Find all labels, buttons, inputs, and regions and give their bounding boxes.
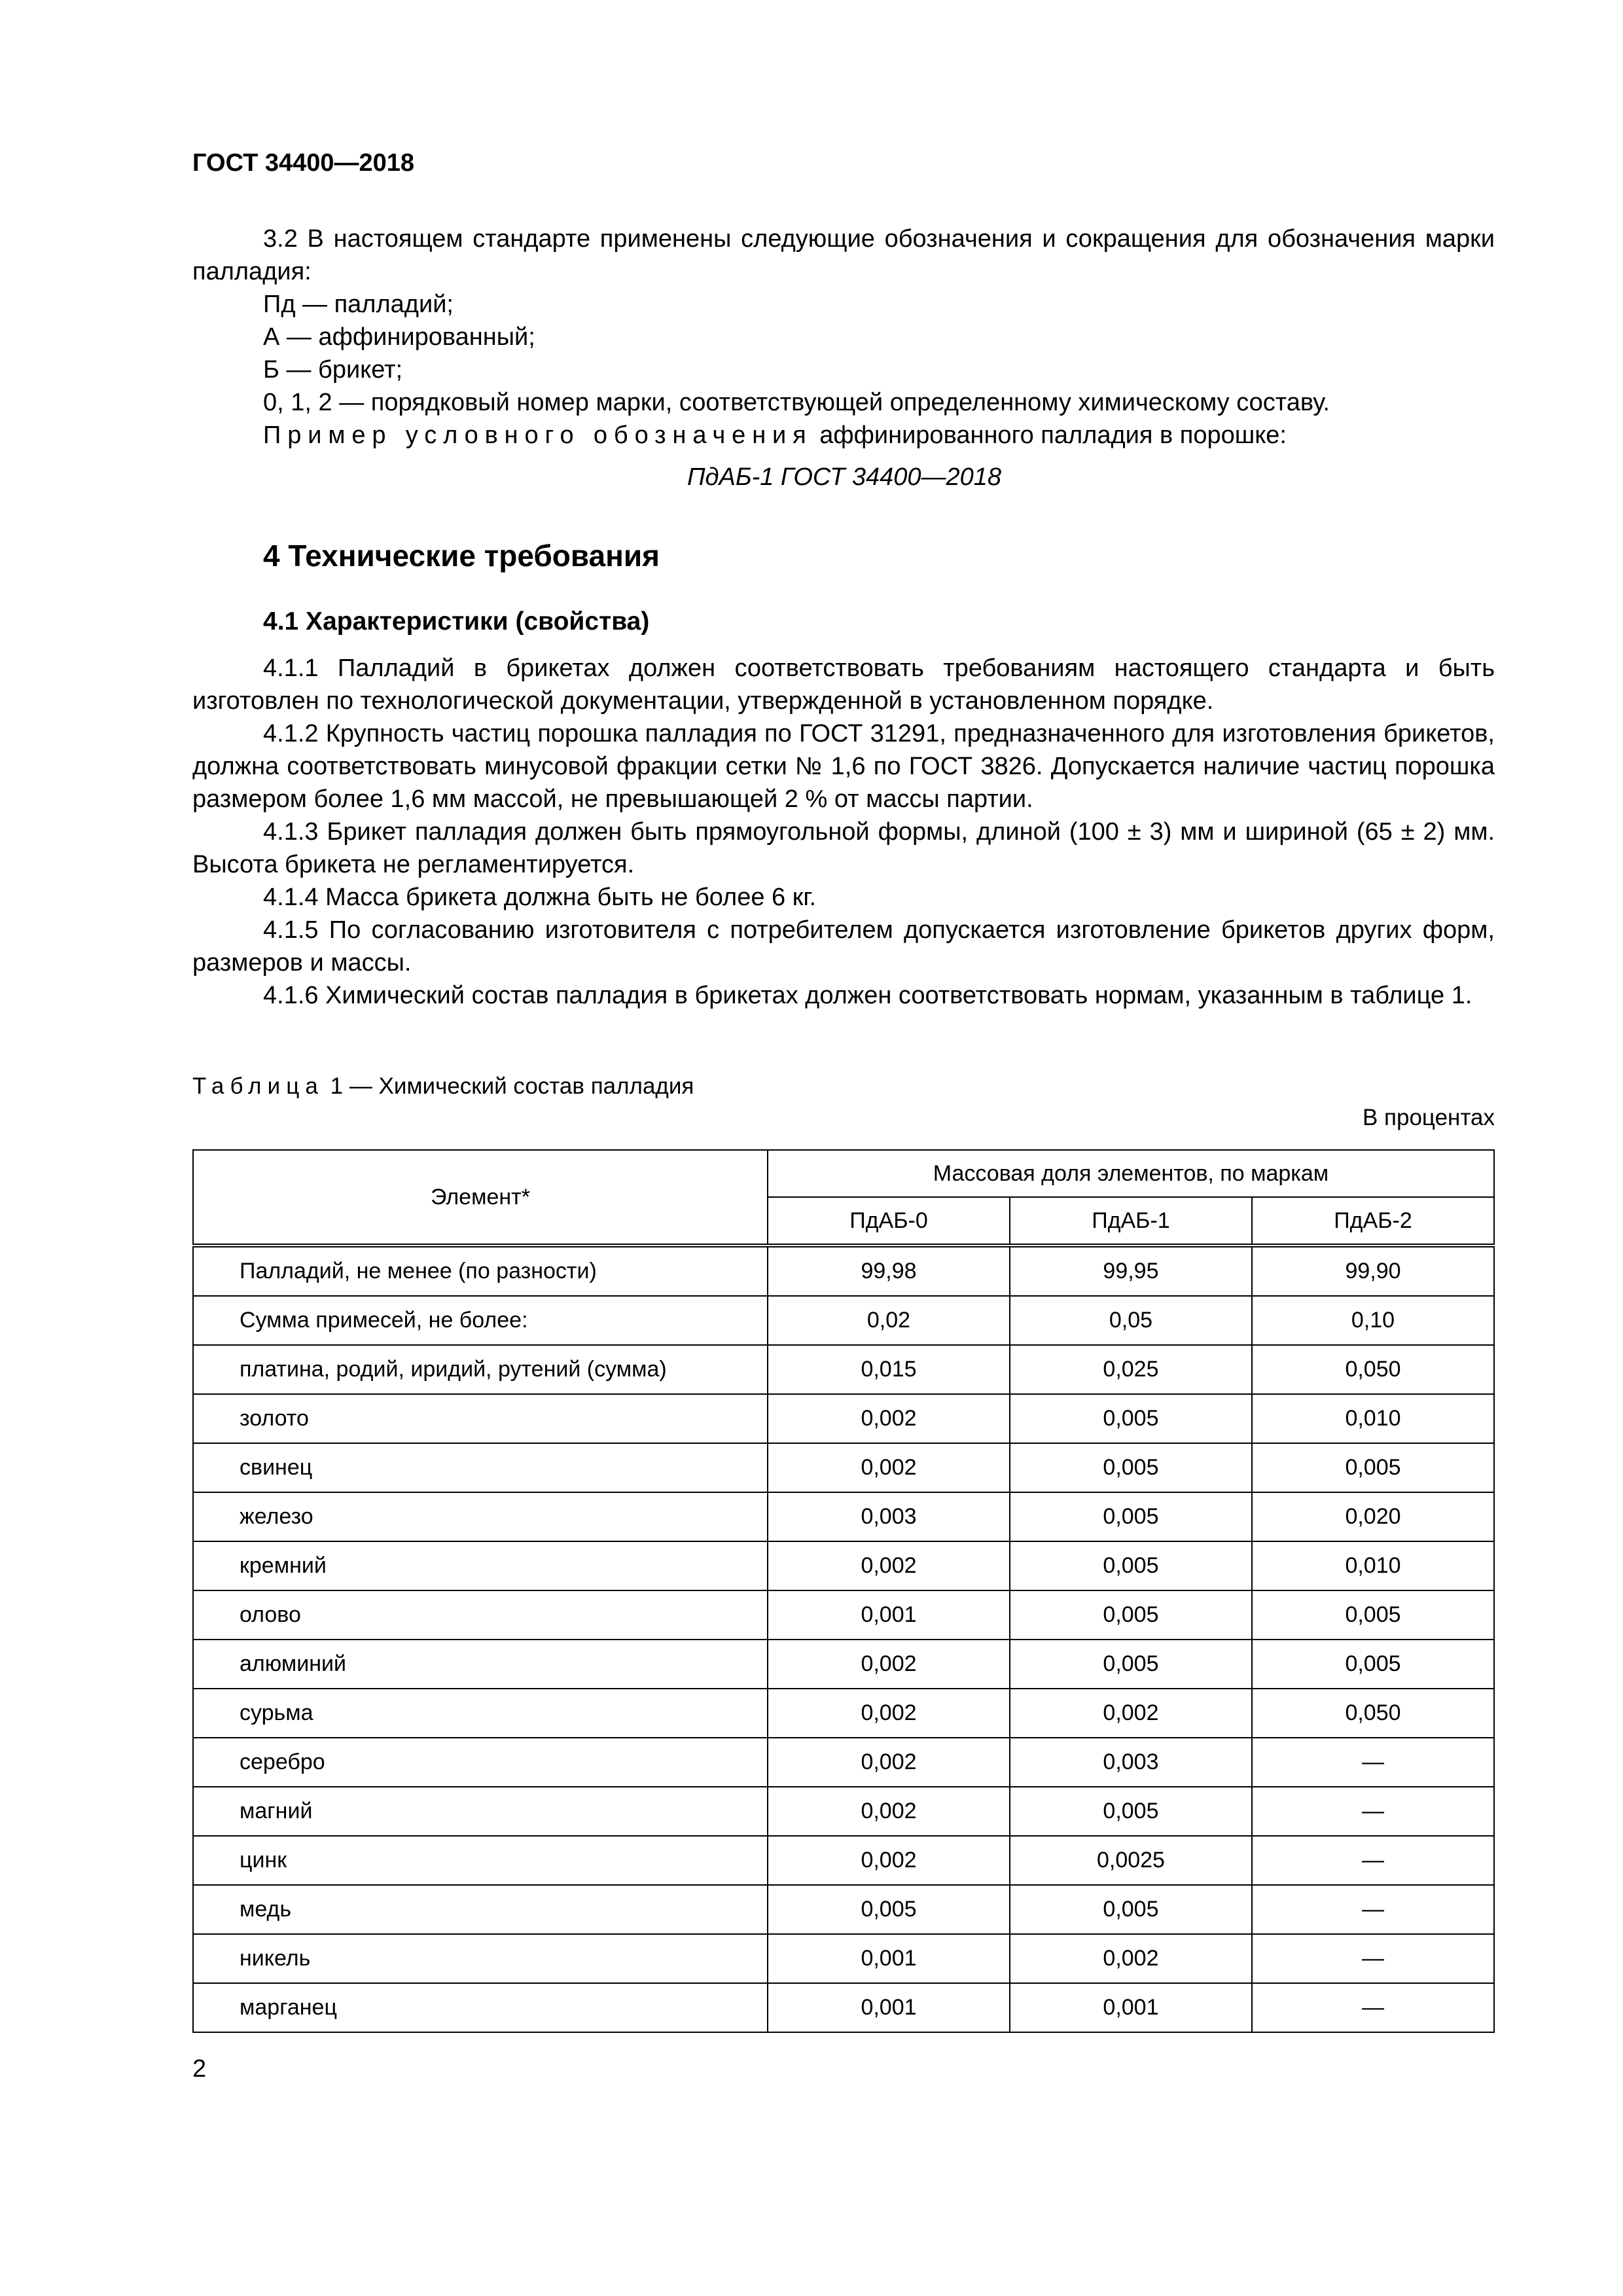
abbrev-item: Пд — палладий; — [263, 291, 454, 318]
value-cell: 0,005 — [1252, 1640, 1494, 1689]
value-cell: — — [1252, 1885, 1494, 1934]
value-cell: 0,002 — [768, 1443, 1010, 1492]
column-header-element: Элемент* — [193, 1150, 768, 1246]
table-caption-label: Таблица — [192, 1073, 324, 1099]
clause-3-2-intro: 3.2 В настоящем стандарте применены следующие обозначения и сокращения для обозначения марки палладия: — [192, 225, 1495, 285]
clause-4-1-2: 4.1.2 Крупность частиц порошка палладия по ГОСТ 31291, предназначенного для изготовления брикетов, должна соответствовать минусовой фракции сетки № 1,6 по ГОСТ 3826. Допускается наличие частиц порошка размером более 1,6 мм массой, не превышающей 2 % от массы партии. — [192, 720, 1495, 813]
document-header: ГОСТ 34400—2018 — [192, 149, 415, 177]
table-row — [193, 1394, 1494, 1443]
value-cell: 0,002 — [768, 1394, 1010, 1443]
value-cell: 0,001 — [768, 1934, 1010, 1983]
value-cell: 0,005 — [1010, 1885, 1252, 1934]
table-unit: В процентах — [1362, 1105, 1495, 1130]
value-cell: 0,010 — [1252, 1394, 1494, 1443]
table-row — [193, 1492, 1494, 1541]
table-row — [193, 1787, 1494, 1836]
value-cell: 0,002 — [768, 1689, 1010, 1738]
clause-4-1-4: 4.1.4 Масса брикета должна быть не более 6 кг. — [263, 884, 817, 911]
table-row — [193, 1590, 1494, 1640]
table-row — [193, 1738, 1494, 1787]
column-header-grade: ПдАБ-2 — [1252, 1197, 1494, 1246]
value-cell: 0,020 — [1252, 1492, 1494, 1541]
value-cell: 0,050 — [1252, 1345, 1494, 1394]
element-name: свинец — [193, 1443, 768, 1492]
value-cell: 0,005 — [1010, 1787, 1252, 1836]
section-4-title: 4 Технические требования — [263, 539, 660, 573]
section-4-1-title: 4.1 Характеристики (свойства) — [263, 607, 650, 636]
element-name: сурьма — [193, 1689, 768, 1738]
value-cell: — — [1252, 1983, 1494, 2032]
value-cell: 99,90 — [1252, 1246, 1494, 1296]
value-cell: 0,050 — [1252, 1689, 1494, 1738]
element-name: никель — [193, 1934, 768, 1983]
value-cell: 0,015 — [768, 1345, 1010, 1394]
table-row — [193, 1541, 1494, 1590]
value-cell: 0,005 — [1010, 1541, 1252, 1590]
value-cell: 0,005 — [1252, 1590, 1494, 1640]
value-cell: 0,005 — [1010, 1590, 1252, 1640]
abbrev-item: Б — брикет; — [263, 356, 403, 384]
element-name: железо — [193, 1492, 768, 1541]
example-designation: ПдАБ-1 ГОСТ 34400—2018 — [687, 463, 1002, 491]
value-cell: 0,10 — [1252, 1296, 1494, 1345]
value-cell: 0,025 — [1010, 1345, 1252, 1394]
value-cell: 0,003 — [1010, 1738, 1252, 1787]
example-line — [263, 419, 1287, 452]
value-cell: 0,001 — [1010, 1983, 1252, 2032]
value-cell: 0,001 — [768, 1983, 1010, 2032]
value-cell: — — [1252, 1934, 1494, 1983]
value-cell: 0,002 — [768, 1787, 1010, 1836]
clause-4-1-3: 4.1.3 Брикет палладия должен быть прямоугольной формы, длиной (100 ± 3) мм и шириной (65 ± 2) мм. Высота брикета не регламентируется. — [192, 818, 1495, 878]
element-name: цинк — [193, 1836, 768, 1885]
element-name: серебро — [193, 1738, 768, 1787]
value-cell: 0,005 — [1010, 1443, 1252, 1492]
element-name: платина, родий, иридий, рутений (сумма) — [193, 1345, 768, 1394]
column-header-group: Массовая доля элементов, по маркам — [768, 1150, 1494, 1197]
value-cell: — — [1252, 1836, 1494, 1885]
value-cell: 0,0025 — [1010, 1836, 1252, 1885]
element-name: Палладий, не менее (по разности) — [193, 1246, 768, 1296]
element-name: алюминий — [193, 1640, 768, 1689]
value-cell: 0,002 — [1010, 1689, 1252, 1738]
table-row — [193, 1640, 1494, 1689]
element-name: олово — [193, 1590, 768, 1640]
table-caption — [192, 1073, 694, 1100]
value-cell: 0,002 — [768, 1541, 1010, 1590]
element-name: золото — [193, 1394, 768, 1443]
element-name: магний — [193, 1787, 768, 1836]
value-cell: 99,95 — [1010, 1246, 1252, 1296]
element-name: Сумма примесей, не более: — [193, 1296, 768, 1345]
element-name: медь — [193, 1885, 768, 1934]
table-row — [193, 1885, 1494, 1934]
value-cell: 0,005 — [1010, 1640, 1252, 1689]
clause-4-1-6: 4.1.6 Химический состав палладия в брикетах должен соответствовать нормам, указанным в таблице 1. — [263, 982, 1472, 1009]
abbrev-item: 0, 1, 2 — порядковый номер марки, соответствующей определенному химическому составу. — [263, 389, 1330, 416]
example-label: Пример условного обозначения — [263, 422, 813, 449]
value-cell: 0,002 — [768, 1640, 1010, 1689]
clause-4-1-1: 4.1.1 Палладий в брикетах должен соответствовать требованиям настоящего стандарта и быть изготовлен по технологической документации, утвержденной в установленном порядке. — [192, 655, 1495, 715]
value-cell: 0,002 — [1010, 1934, 1252, 1983]
value-cell: 0,05 — [1010, 1296, 1252, 1345]
value-cell: 0,002 — [768, 1738, 1010, 1787]
value-cell: 0,003 — [768, 1492, 1010, 1541]
table-row — [193, 1345, 1494, 1394]
table-row — [193, 1934, 1494, 1983]
table-row — [193, 1836, 1494, 1885]
value-cell: — — [1252, 1738, 1494, 1787]
table-row — [193, 1983, 1494, 2032]
table-row — [193, 1246, 1494, 1296]
table-row — [193, 1443, 1494, 1492]
element-name: марганец — [193, 1983, 768, 2032]
clause-4-1-5: 4.1.5 По согласованию изготовителя с потребителем допускается изготовление брикетов других форм, размеров и массы. — [192, 916, 1495, 977]
table-row — [193, 1689, 1494, 1738]
value-cell: 0,005 — [1010, 1492, 1252, 1541]
value-cell: 0,002 — [768, 1836, 1010, 1885]
table-row — [193, 1296, 1494, 1345]
abbrev-item: А — аффинированный; — [263, 323, 535, 351]
value-cell: 0,010 — [1252, 1541, 1494, 1590]
page-number: 2 — [192, 2055, 207, 2083]
column-header-grade: ПдАБ-0 — [768, 1197, 1010, 1246]
column-header-grade: ПдАБ-1 — [1010, 1197, 1252, 1246]
value-cell: 0,005 — [768, 1885, 1010, 1934]
chemical-composition-table — [192, 1149, 1495, 2033]
value-cell: 0,005 — [1252, 1443, 1494, 1492]
example-text: аффинированного палладия в порошке: — [812, 422, 1287, 449]
table-caption-text: 1 — Химический состав палладия — [323, 1073, 694, 1099]
value-cell: 99,98 — [768, 1246, 1010, 1296]
value-cell: — — [1252, 1787, 1494, 1836]
element-name: кремний — [193, 1541, 768, 1590]
value-cell: 0,001 — [768, 1590, 1010, 1640]
value-cell: 0,02 — [768, 1296, 1010, 1345]
value-cell: 0,005 — [1010, 1394, 1252, 1443]
